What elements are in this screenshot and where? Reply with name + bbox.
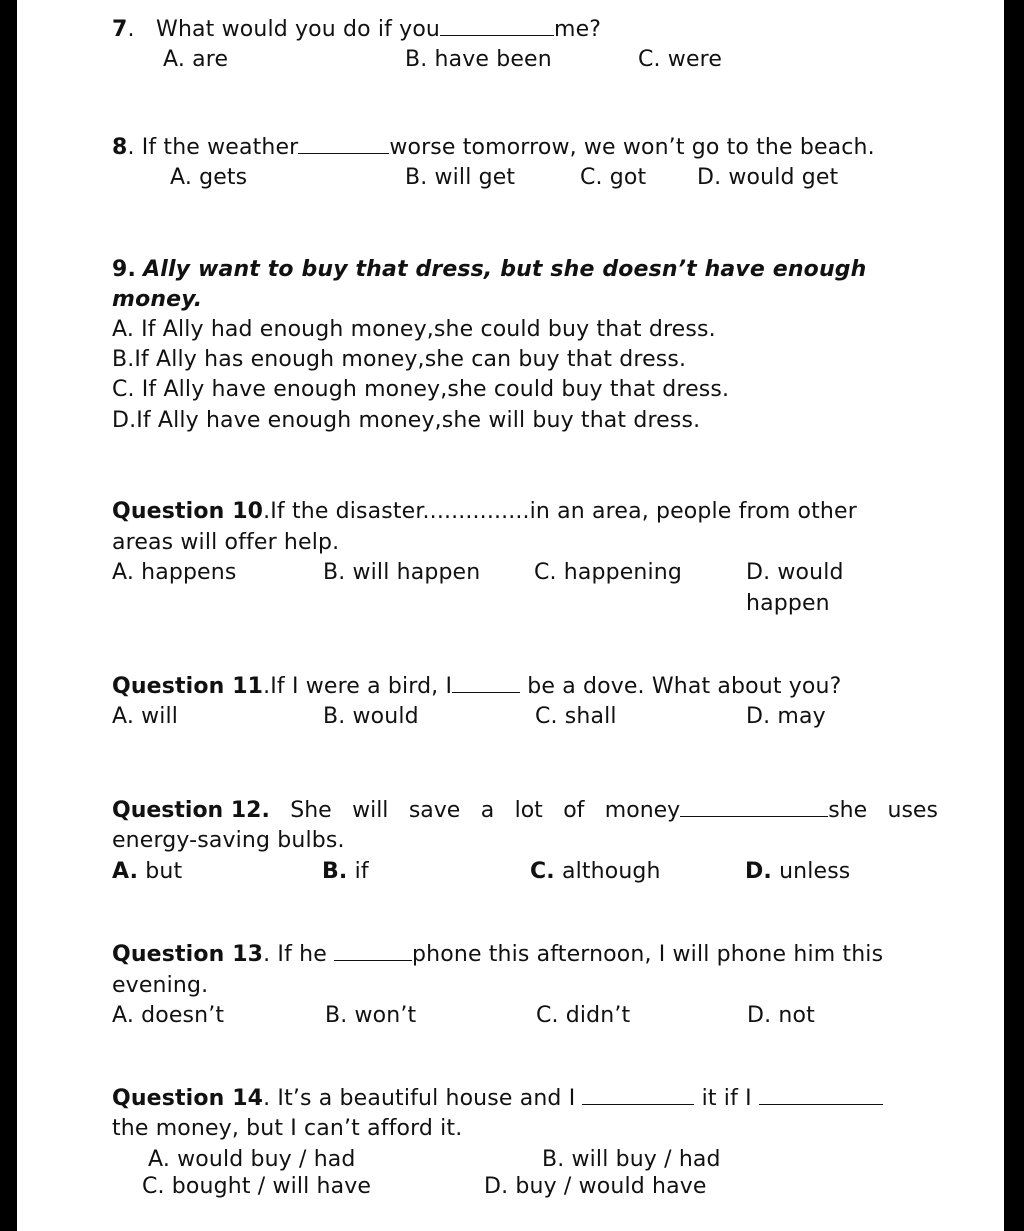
answer-blank [759, 1086, 883, 1105]
option-13b: B. won’t [325, 1003, 417, 1028]
option-8a: A. gets [170, 165, 248, 190]
option-13c: C. didn’t [536, 1003, 631, 1028]
option-10a: A. happens [112, 560, 237, 585]
answer-blank [440, 17, 554, 36]
answer-blank [452, 674, 520, 693]
option-7b: B. have been [405, 47, 552, 72]
option-13d: D. not [747, 1003, 815, 1028]
option-13a: A. doesn’t [112, 1003, 225, 1028]
question-label: Question 11 [112, 674, 264, 699]
option-14b: B. will buy / had [542, 1147, 721, 1172]
option-9a: A. If Ally had enough money,she could buy that dress. [112, 317, 716, 342]
answer-blank [298, 135, 389, 154]
option-10d-line2: happen [746, 591, 830, 616]
option-11d: D. may [746, 704, 826, 729]
question-number: 9. [112, 257, 136, 282]
question-10-stem: Question 10.If the disaster...............in an area, people from other [112, 499, 857, 524]
question-8-stem: 8. If the weather worse tomorrow, we won’t go to the beach. [112, 135, 875, 160]
question-label: Question 10 [112, 499, 264, 524]
answer-blank [680, 798, 828, 817]
answer-blank [582, 1086, 694, 1105]
question-10-stem-line2: areas will offer help. [112, 530, 340, 555]
option-9d: D.If Ally have enough money,she will buy that dress. [112, 408, 701, 433]
option-8b: B. will get [405, 165, 516, 190]
option-8c: C. got [580, 165, 647, 190]
option-10c: C. happening [534, 560, 683, 585]
question-12-stem-line2: energy-saving bulbs. [112, 828, 345, 853]
option-10d: D. would [746, 560, 844, 585]
question-14-stem-line2: the money, but I can’t afford it. [112, 1116, 463, 1141]
question-14-stem: Question 14. It’s a beautiful house and I it if I [112, 1086, 883, 1112]
question-label: Question 12. [112, 798, 270, 823]
question-number: 8 [112, 135, 128, 160]
option-12a: A. but [112, 859, 183, 884]
question-number: 7 [112, 17, 128, 42]
option-11a: A. will [112, 704, 179, 729]
question-13-stem: Question 13. If he phone this afternoon, I will phone him this [112, 942, 884, 967]
option-12b: B. if [322, 859, 369, 884]
option-8d: D. would get [697, 165, 839, 190]
option-10b: B. will happen [323, 560, 481, 585]
question-13-stem-line2: evening. [112, 973, 209, 998]
question-label: Question 13 [112, 942, 264, 967]
question-11-stem: Question 11.If I were a bird, I be a dove. What about you? [112, 674, 842, 699]
option-11c: C. shall [535, 704, 617, 729]
answer-blank [334, 942, 412, 961]
option-11b: B. would [323, 704, 419, 729]
option-9b: B.If Ally has enough money,she can buy that dress. [112, 347, 687, 372]
question-9-stem: 9. Ally want to buy that dress, but she doesn’t have enough [112, 257, 867, 282]
option-7a: A. are [163, 47, 229, 72]
option-14a: A. would buy / had [148, 1147, 356, 1172]
question-12-stem: Question 12. She will save a lot of money she uses [112, 798, 938, 823]
option-14c: C. bought / will have [142, 1174, 372, 1199]
question-label: Question 14 [112, 1086, 264, 1111]
option-12c: C. although [530, 859, 661, 884]
option-7c: C. were [638, 47, 723, 72]
option-9c: C. If Ally have enough money,she could buy that dress. [112, 377, 730, 402]
option-12d: D. unless [745, 859, 851, 884]
option-14d: D. buy / would have [484, 1174, 707, 1199]
question-9-stem-line2: money. [112, 287, 203, 312]
worksheet-page [17, 0, 1004, 1231]
question-7-stem: 7. What would you do if you me? [112, 17, 602, 42]
